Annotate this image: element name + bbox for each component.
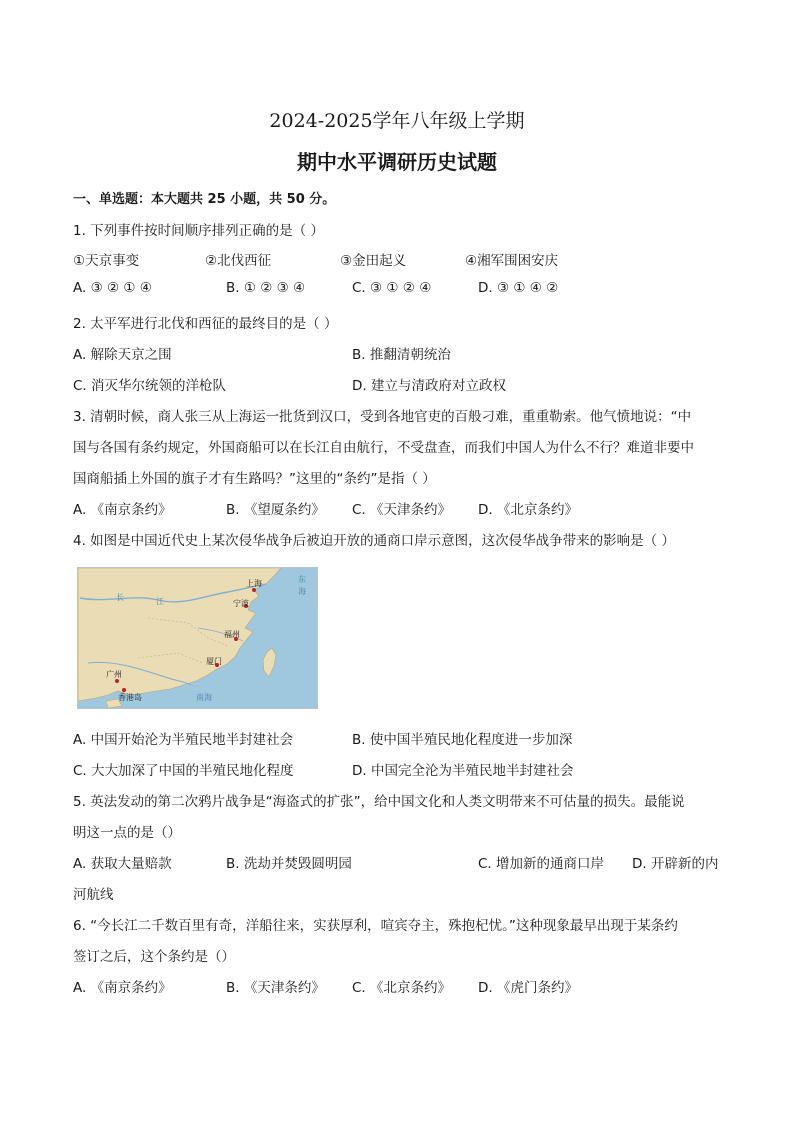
question-1-option-a[interactable]: A. ③ ② ① ④ [73, 280, 152, 296]
exam-title-line1: 2024-2025学年八年级上学期 [269, 110, 525, 132]
question-6-option-b[interactable]: B. 《天津条约》 [226, 980, 325, 996]
section-heading: 一、单选题：本大题共 25 小题，共 50 分。 [73, 192, 336, 207]
question-1-option-b[interactable]: B. ① ② ③ ④ [226, 280, 306, 296]
map-label-dong: 东 [298, 575, 306, 584]
question-3-option-d[interactable]: D. 《北京条约》 [478, 502, 578, 518]
question-5-option-b[interactable]: B. 洗劫并焚毁圆明园 [226, 856, 352, 872]
question-1-stem: 1. 下列事件按时间顺序排列正确的是（ ） [73, 223, 324, 239]
question-6-option-a[interactable]: A. 《南京条约》 [73, 980, 172, 996]
map-label-jiang: 江 [156, 597, 164, 606]
map-label-fuzhou: 福州 [224, 630, 240, 639]
map-label-hai: 海 [298, 587, 306, 596]
question-4-stem: 4. 如图是中国近代史上某次侵华战争后被迫开放的通商口岸示意图，这次侵华战争带来的影响是（ ） [73, 533, 675, 549]
question-1-item-3: ③金田起义 [340, 253, 407, 269]
question-2-option-a[interactable]: A. 解除天京之围 [73, 347, 172, 363]
port-marker [252, 588, 256, 592]
question-3-option-c[interactable]: C. 《天津条约》 [352, 502, 452, 518]
map-label-hong-kong-island: 香港岛 [118, 693, 142, 702]
question-3-stem-line1: 3. 清朝时候，商人张三从上海运一批货到汉口，受到各地官吏的百般刁难，重重勒索。他气愤地说：“中 [73, 409, 692, 425]
question-2-option-d[interactable]: D. 建立与清政府对立政权 [352, 378, 506, 394]
question-5-stem-line1: 5. 英法发动的第二次鸦片战争是“海盗式的扩张”，给中国文化和人类文明带来不可估量的损失。最能说 [73, 794, 685, 810]
question-2-option-c[interactable]: C. 消灭华尔统领的洋枪队 [73, 378, 227, 394]
question-4-option-b[interactable]: B. 使中国半殖民地化程度进一步加深 [352, 732, 573, 748]
map-label-south-sea: 南海 [196, 693, 212, 702]
question-2-stem: 2. 太平军进行北伐和西征的最终目的是（ ） [73, 316, 338, 332]
map-label-shanghai: 上海 [246, 579, 262, 588]
question-6-option-c[interactable]: C. 《北京条约》 [352, 980, 452, 996]
port-marker [122, 688, 126, 692]
map-label-xiamen: 厦门 [206, 657, 222, 666]
question-1-item-2: ②北伐西征 [205, 253, 272, 269]
question-4-option-c[interactable]: C. 大大加深了中国的半殖民地化程度 [73, 763, 294, 779]
question-2-option-b[interactable]: B. 推翻清朝统治 [352, 347, 451, 363]
question-1-item-4: ④湘军围困安庆 [465, 253, 559, 269]
treaty-ports-map [77, 567, 318, 709]
exam-title-line2: 期中水平调研历史试题 [297, 150, 497, 174]
question-3-stem-line3: 国商船插上外国的旗子才有生路吗？”这里的“条约”是指（ ） [73, 471, 436, 487]
question-6-stem-line2: 签订之后，这个条约是（） [73, 949, 235, 965]
map-label-ningbo: 宁波 [233, 599, 249, 608]
question-6-option-d[interactable]: D. 《虎门条约》 [478, 980, 578, 996]
question-4-option-d[interactable]: D. 中国完全沦为半殖民地半封建社会 [352, 763, 574, 779]
port-marker [115, 679, 119, 683]
map-label-chang: 长 [116, 593, 124, 602]
question-1-option-d[interactable]: D. ③ ① ④ ② [478, 280, 559, 296]
question-4-option-a[interactable]: A. 中国开始沦为半殖民地半封建社会 [73, 732, 294, 748]
question-6-stem-line1: 6. “今长江二千数百里有奇，洋船往来，实获厚利，喧宾夺主，殊抱杞忧。”这种现象最早出现于某条约 [73, 918, 678, 934]
question-5-stem-line2: 明这一点的是（） [73, 825, 181, 841]
question-3-stem-line2: 国与各国有条约规定，外国商船可以在长江自由航行，不受盘查，而我们中国人为什么不行？难道非要中 [73, 440, 694, 456]
question-3-option-b[interactable]: B. 《望厦条约》 [226, 502, 325, 518]
question-1-option-c[interactable]: C. ③ ① ② ④ [352, 280, 432, 296]
question-5-option-a[interactable]: A. 获取大量赔款 [73, 856, 172, 872]
question-5-option-d[interactable]: D. 开辟新的内 [632, 856, 719, 872]
taiwan-island [263, 648, 276, 677]
question-1-item-1: ①天京事变 [73, 253, 140, 269]
map-label-guangzhou: 广州 [106, 670, 122, 679]
question-5-option-c[interactable]: C. 增加新的通商口岸 [478, 856, 605, 872]
question-3-option-a[interactable]: A. 《南京条约》 [73, 502, 172, 518]
question-5-option-d-wrap[interactable]: 河航线 [73, 887, 114, 903]
